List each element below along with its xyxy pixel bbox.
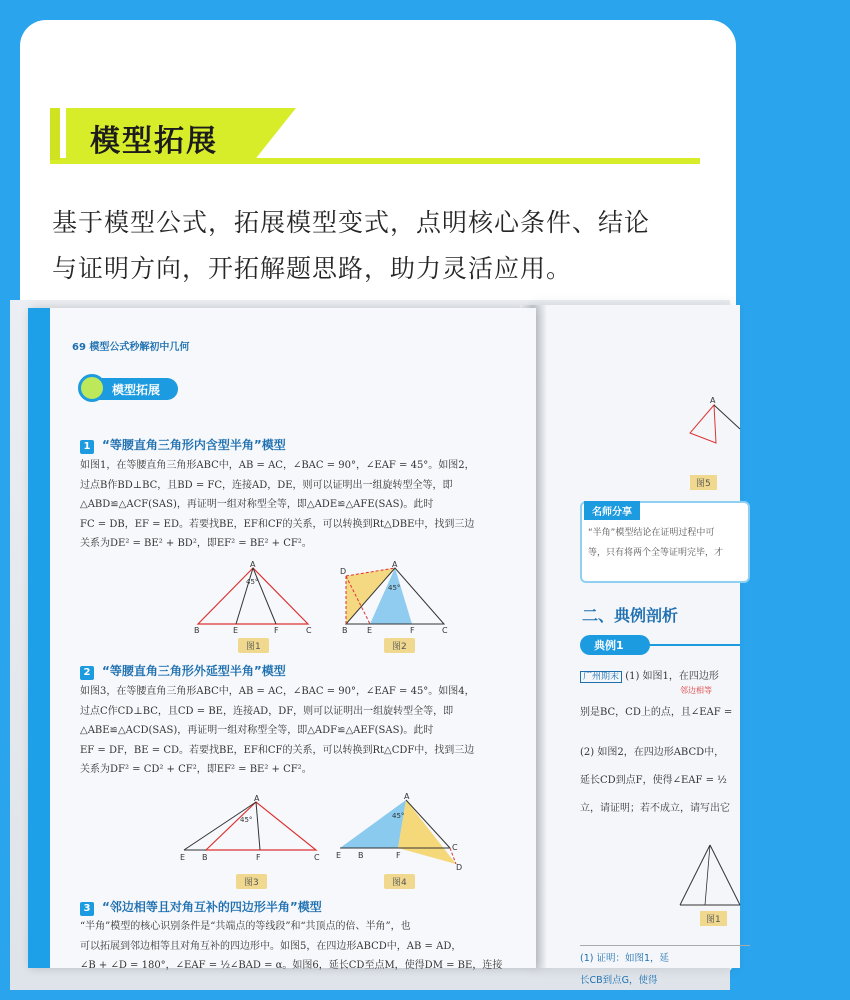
subsection-3-title: “邻边相等且对角互补的四边形半角”模型: [102, 900, 322, 914]
subsection-1-number: 1: [80, 440, 94, 454]
running-head: 69 模型公式秒解初中几何: [72, 342, 190, 353]
para-line: 过点C作CD⊥BC，且CD = BE，连接AD，DF，则可以证明出一组旋转型全等，即: [80, 705, 454, 717]
teacher-note: [588, 523, 748, 563]
para-line: EF = DF，BE = CD。若要找BE，EF和CF的关系，可以转换到Rt△CDF中，找到三边: [80, 744, 475, 756]
solution-text: [580, 945, 750, 992]
page-color-strip: [28, 308, 50, 968]
figure-1-diagram: [188, 560, 318, 634]
svg-text:B: B: [194, 626, 200, 635]
para-line: 关系为DF² = CD² + CF²，即EF² = BE² + CF²。: [80, 764, 312, 775]
svg-text:C: C: [452, 843, 458, 852]
example-line-5: 立，请证明；若不成立，请写出它: [580, 803, 730, 814]
svg-text:A: A: [404, 792, 410, 801]
para-line: 关系为DE² = BE² + BD²，即EF² = BE² + CF²。: [80, 538, 312, 549]
svg-text:45°: 45°: [246, 578, 259, 586]
teacher-note-line-2: 等，只有将两个全等证明完毕，才: [588, 548, 724, 558]
svg-text:45°: 45°: [388, 584, 401, 592]
teacher-note-line-1: “半角”模型结论在证明过程中可: [588, 528, 715, 538]
svg-text:B: B: [342, 626, 348, 635]
badge-left-bar: [50, 108, 60, 160]
example-1-pill: 典例1: [580, 635, 650, 655]
intro-line-1: 基于模型公式，拓展模型变式，点明核心条件、结论: [52, 208, 651, 237]
svg-text:B: B: [358, 851, 364, 860]
figure-3-label: 图3: [236, 874, 267, 889]
subsection-2-number: 2: [80, 666, 94, 680]
para-line: 如图1，在等腰直角三角形ABC中，AB = AC，∠BAC = 90°，∠EAF = 45°。如图2，: [80, 460, 475, 471]
para-line: △ABE≌△ACD(SAS)，再证明一组对称型全等，即△ADF≌△AEF(SAS)。此时: [80, 725, 434, 736]
svg-text:B: B: [202, 853, 208, 862]
teacher-share-tag: 名师分享: [584, 501, 640, 520]
svg-text:A: A: [254, 794, 260, 803]
source-tag: 广州期末: [580, 671, 622, 683]
figure-2-diagram: [340, 560, 450, 634]
figure-4-label: 图4: [384, 874, 415, 889]
solution-line-2: 长CB到点G，使得: [580, 975, 658, 986]
example-figure-1-label: 图1: [700, 911, 727, 926]
example-line-4: 延长CD到点F，使得∠EAF = ½: [580, 775, 727, 786]
svg-text:E: E: [233, 626, 239, 635]
svg-text:C: C: [306, 626, 312, 635]
svg-text:C: C: [442, 626, 448, 635]
right-page-content: [540, 305, 740, 986]
svg-text:E: E: [336, 851, 342, 860]
section-title-examples: 二、典例剖析: [582, 606, 679, 625]
subsection-1-title: “等腰直角三角形内含型半角”模型: [102, 438, 286, 452]
svg-text:C: C: [314, 853, 320, 862]
figure-5-label: 图5: [690, 475, 717, 490]
intro-text: [52, 200, 712, 292]
badge-title: 模型拓展: [90, 124, 218, 159]
subsection-1-body: [80, 456, 526, 554]
example-line-2: 别是BC，CD上的点，且∠EAF =: [580, 707, 733, 718]
handwritten-hint: 邻边相等: [680, 686, 712, 695]
section-pill-text: 模型拓展: [112, 383, 161, 397]
subsection-3-heading: [80, 898, 322, 916]
figure-2-label: 图2: [384, 638, 415, 653]
svg-text:D: D: [456, 863, 463, 872]
section-pill-icon: [78, 374, 106, 402]
example-line-3: (2) 如图2，在四边形ABCD中，: [580, 747, 725, 758]
svg-text:A: A: [250, 560, 256, 569]
svg-text:F: F: [396, 851, 401, 860]
subsection-1-heading: [80, 436, 286, 454]
example-line-1-text: (1) 如图1，在四边形: [625, 671, 719, 682]
para-line: 可以拓展到邻边相等且对角互补的四边形中。如图5，在四边形ABCD中，AB = AD，: [80, 940, 462, 952]
solution-line-1: (1) 证明：如图1，延: [580, 953, 670, 964]
svg-text:A: A: [392, 560, 398, 569]
subsection-3-body: [80, 917, 526, 976]
example-line-1: [580, 667, 750, 682]
subsection-2-heading: [80, 662, 286, 680]
svg-text:F: F: [410, 626, 415, 635]
para-line: 如图3，在等腰直角三角形ABC中，AB = AC，∠BAC = 90°，∠EAF = 45°。如图4，: [80, 686, 475, 697]
svg-text:45°: 45°: [392, 812, 405, 820]
subsection-2-title: “等腰直角三角形外延型半角”模型: [102, 664, 286, 678]
para-line: ∠B + ∠D = 180°，∠EAF = ½∠BAD = α。如图6，延长CD至点M，使得DM = BE，连接: [80, 960, 503, 971]
para-line: △ABD≌△ACF(SAS)，再证明一组对称型全等，即△ADE≌△AFE(SAS)。此时: [80, 499, 434, 510]
subsection-3-number: 3: [80, 902, 94, 916]
example-figure-1: [670, 835, 750, 915]
figure-1-label: 图1: [238, 638, 269, 653]
para-line: FC = DB，EF = ED。若要找BE，EF和CF的关系，可以转换到Rt△DBE中，找到三边: [80, 518, 475, 530]
subsection-2-body: [80, 682, 526, 780]
figure-4-diagram: [334, 792, 464, 872]
svg-text:45°: 45°: [240, 816, 253, 824]
svg-text:A: A: [710, 396, 716, 405]
svg-text:E: E: [180, 853, 186, 862]
para-line: 过点B作BD⊥BC，且BD = FC，连接AD，DE，则可以证明出一组旋转型全等，即: [80, 479, 453, 491]
svg-text:D: D: [340, 567, 347, 576]
section-badge: [50, 108, 700, 166]
svg-text:F: F: [256, 853, 261, 862]
para-line: “半角”模型的核心识别条件是“共端点的等线段”和“共顶点的倍、半角”，也: [80, 921, 411, 932]
svg-text:F: F: [274, 626, 279, 635]
figure-3-diagram: [176, 794, 326, 864]
intro-line-2: 与证明方向，开拓解题思路，助力灵活应用。: [52, 254, 573, 283]
book-page-left: [28, 308, 536, 971]
svg-text:E: E: [367, 626, 373, 635]
example-underline: [640, 644, 740, 646]
